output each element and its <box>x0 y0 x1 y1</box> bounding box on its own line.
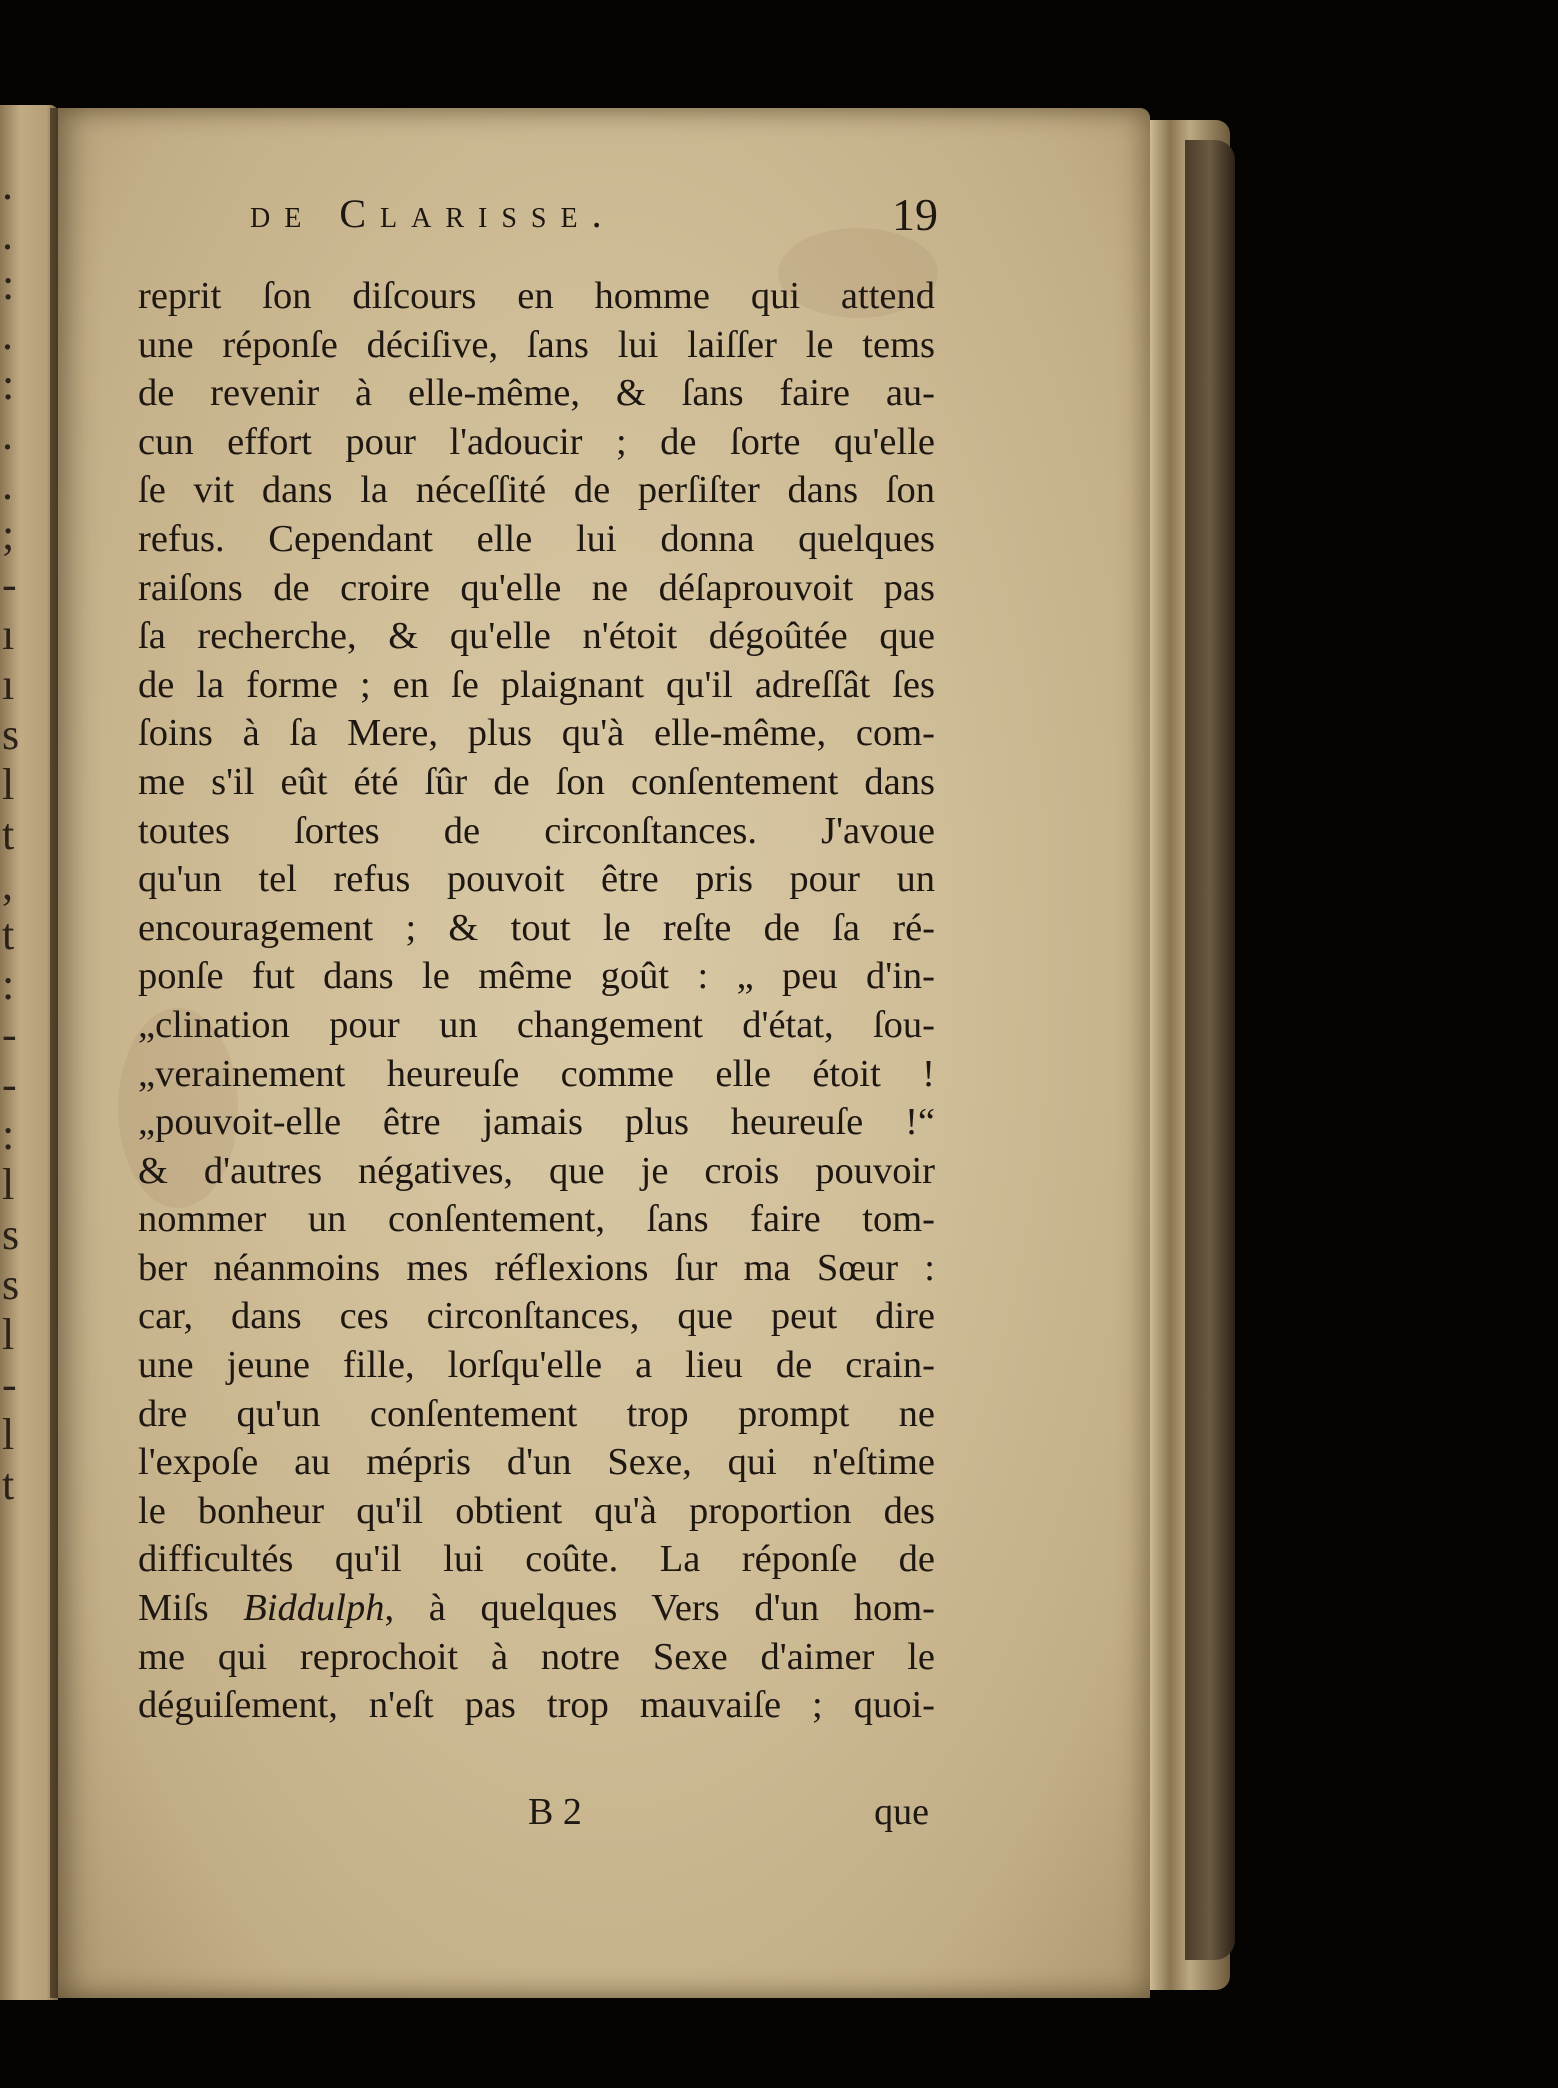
text-line: ſoins à ſa Mere, plus qu'à elle-même, com- <box>138 712 935 755</box>
text-line: ſe vit dans la néceſſité de perſiſter dans ſon <box>138 469 935 512</box>
previous-page-glyph: s <box>2 710 20 759</box>
text-line: déguiſement, n'eſt pas trop mauvaiſe ; quoi- <box>138 1684 935 1727</box>
previous-page-glyph: l <box>2 1410 15 1459</box>
text-line: nommer un conſentement, ſans faire tom- <box>138 1198 935 1241</box>
previous-page-glyph: ı <box>2 610 15 659</box>
text-line: „clination pour un changement d'état, ſou- <box>138 1003 935 1046</box>
text-line: une réponſe déciſive, ſans lui laiſſer le tems <box>138 323 935 366</box>
text-line: refus. Cependant elle lui donna quelques <box>138 517 935 560</box>
previous-page-glyph: : <box>2 960 15 1009</box>
text-line: toutes ſortes de circonſtances. J'avoue <box>138 809 935 852</box>
previous-page-glyph: - <box>2 1010 17 1059</box>
previous-page-glyph: s <box>2 1260 20 1309</box>
text-line: de revenir à elle-même, & ſans faire au- <box>138 372 935 415</box>
text-line: reprit ſon diſcours en homme qui attend <box>138 275 935 317</box>
text-line: Miſs Biddulph, à quelques Vers d'un hom- <box>138 1587 936 1630</box>
previous-page-glyph: . <box>2 460 13 509</box>
previous-page-glyph: - <box>2 1360 17 1409</box>
text-line: raiſons de croire qu'elle ne déſaprouvoit pas <box>138 566 935 609</box>
previous-page-glyph: t <box>2 810 15 859</box>
italic-name: Biddulph <box>243 1587 385 1630</box>
previous-page-glyph: . <box>2 310 13 359</box>
text-line: le bonheur qu'il obtient qu'à proportion des <box>138 1489 935 1532</box>
text-line: & d'autres négatives, que je crois pouvoir <box>138 1149 935 1192</box>
text-line: dre qu'un conſentement trop prompt ne <box>138 1392 935 1435</box>
page-footer <box>138 1790 935 1840</box>
body-text <box>138 272 935 1730</box>
previous-page-glyph: s <box>2 1210 20 1259</box>
text-line: encouragement ; & tout le reſte de ſa ré- <box>138 906 935 949</box>
text-line: me qui reprochoit à notre Sexe d'aimer le <box>138 1635 935 1678</box>
page-number: 19 <box>892 189 938 240</box>
text-line: me s'il eût été ſûr de ſon conſentement dans <box>138 760 935 803</box>
text-line: qu'un tel refus pouvoit être pris pour un <box>138 858 935 901</box>
previous-page-glyph: . <box>2 410 13 459</box>
text-line: ſa recherche, & qu'elle n'étoit dégoûtée que <box>138 615 935 658</box>
previous-page-glyph: . <box>2 210 13 259</box>
previous-page-glyph: - <box>2 1060 17 1109</box>
previous-page-glyph: ı <box>2 660 15 709</box>
previous-page-glyph: - <box>2 560 17 609</box>
previous-page-glyph: . <box>2 160 13 209</box>
previous-page-glyph: l <box>2 1160 15 1209</box>
previous-page-glyph: t <box>2 910 15 959</box>
previous-page-text-fragments <box>2 160 52 1860</box>
running-head: de Clarisse. <box>250 191 616 236</box>
previous-page-glyph: : <box>2 260 15 309</box>
previous-page-glyph: , <box>2 860 13 909</box>
text-line: l'expoſe au mépris d'un Sexe, qui n'eſtime <box>138 1441 935 1484</box>
previous-page-glyph: : <box>2 1110 15 1159</box>
text-line: ponſe fut dans le même goût : „ peu d'in- <box>138 955 935 998</box>
text-line: cun effort pour l'adoucir ; de ſorte qu'elle <box>138 420 935 463</box>
text-line: car, dans ces circonſtances, que peut dire <box>138 1295 935 1338</box>
book-binding <box>1185 140 1235 1960</box>
signature-mark: B 2 <box>528 1791 582 1833</box>
text-line: une jeune fille, lorſqu'elle a lieu de crain- <box>138 1344 935 1387</box>
previous-page-glyph: l <box>2 1310 15 1359</box>
catchword: que <box>874 1791 929 1833</box>
previous-page-glyph: l <box>2 760 15 809</box>
text-line: difficultés qu'il lui coûte. La réponſe de <box>138 1538 935 1581</box>
previous-page-glyph: t <box>2 1460 15 1509</box>
previous-page-glyph: : <box>2 360 15 409</box>
text-line: ber néanmoins mes réflexions ſur ma Sœur : <box>138 1246 935 1289</box>
previous-page-glyph: ; <box>2 510 15 559</box>
text-line: „pouvoit-elle être jamais plus heureuſe !“ <box>138 1101 935 1144</box>
text-line: de la forme ; en ſe plaignant qu'il adreſſât ſes <box>138 663 935 706</box>
text-line: „verainement heureuſe comme elle étoit ! <box>138 1052 935 1095</box>
